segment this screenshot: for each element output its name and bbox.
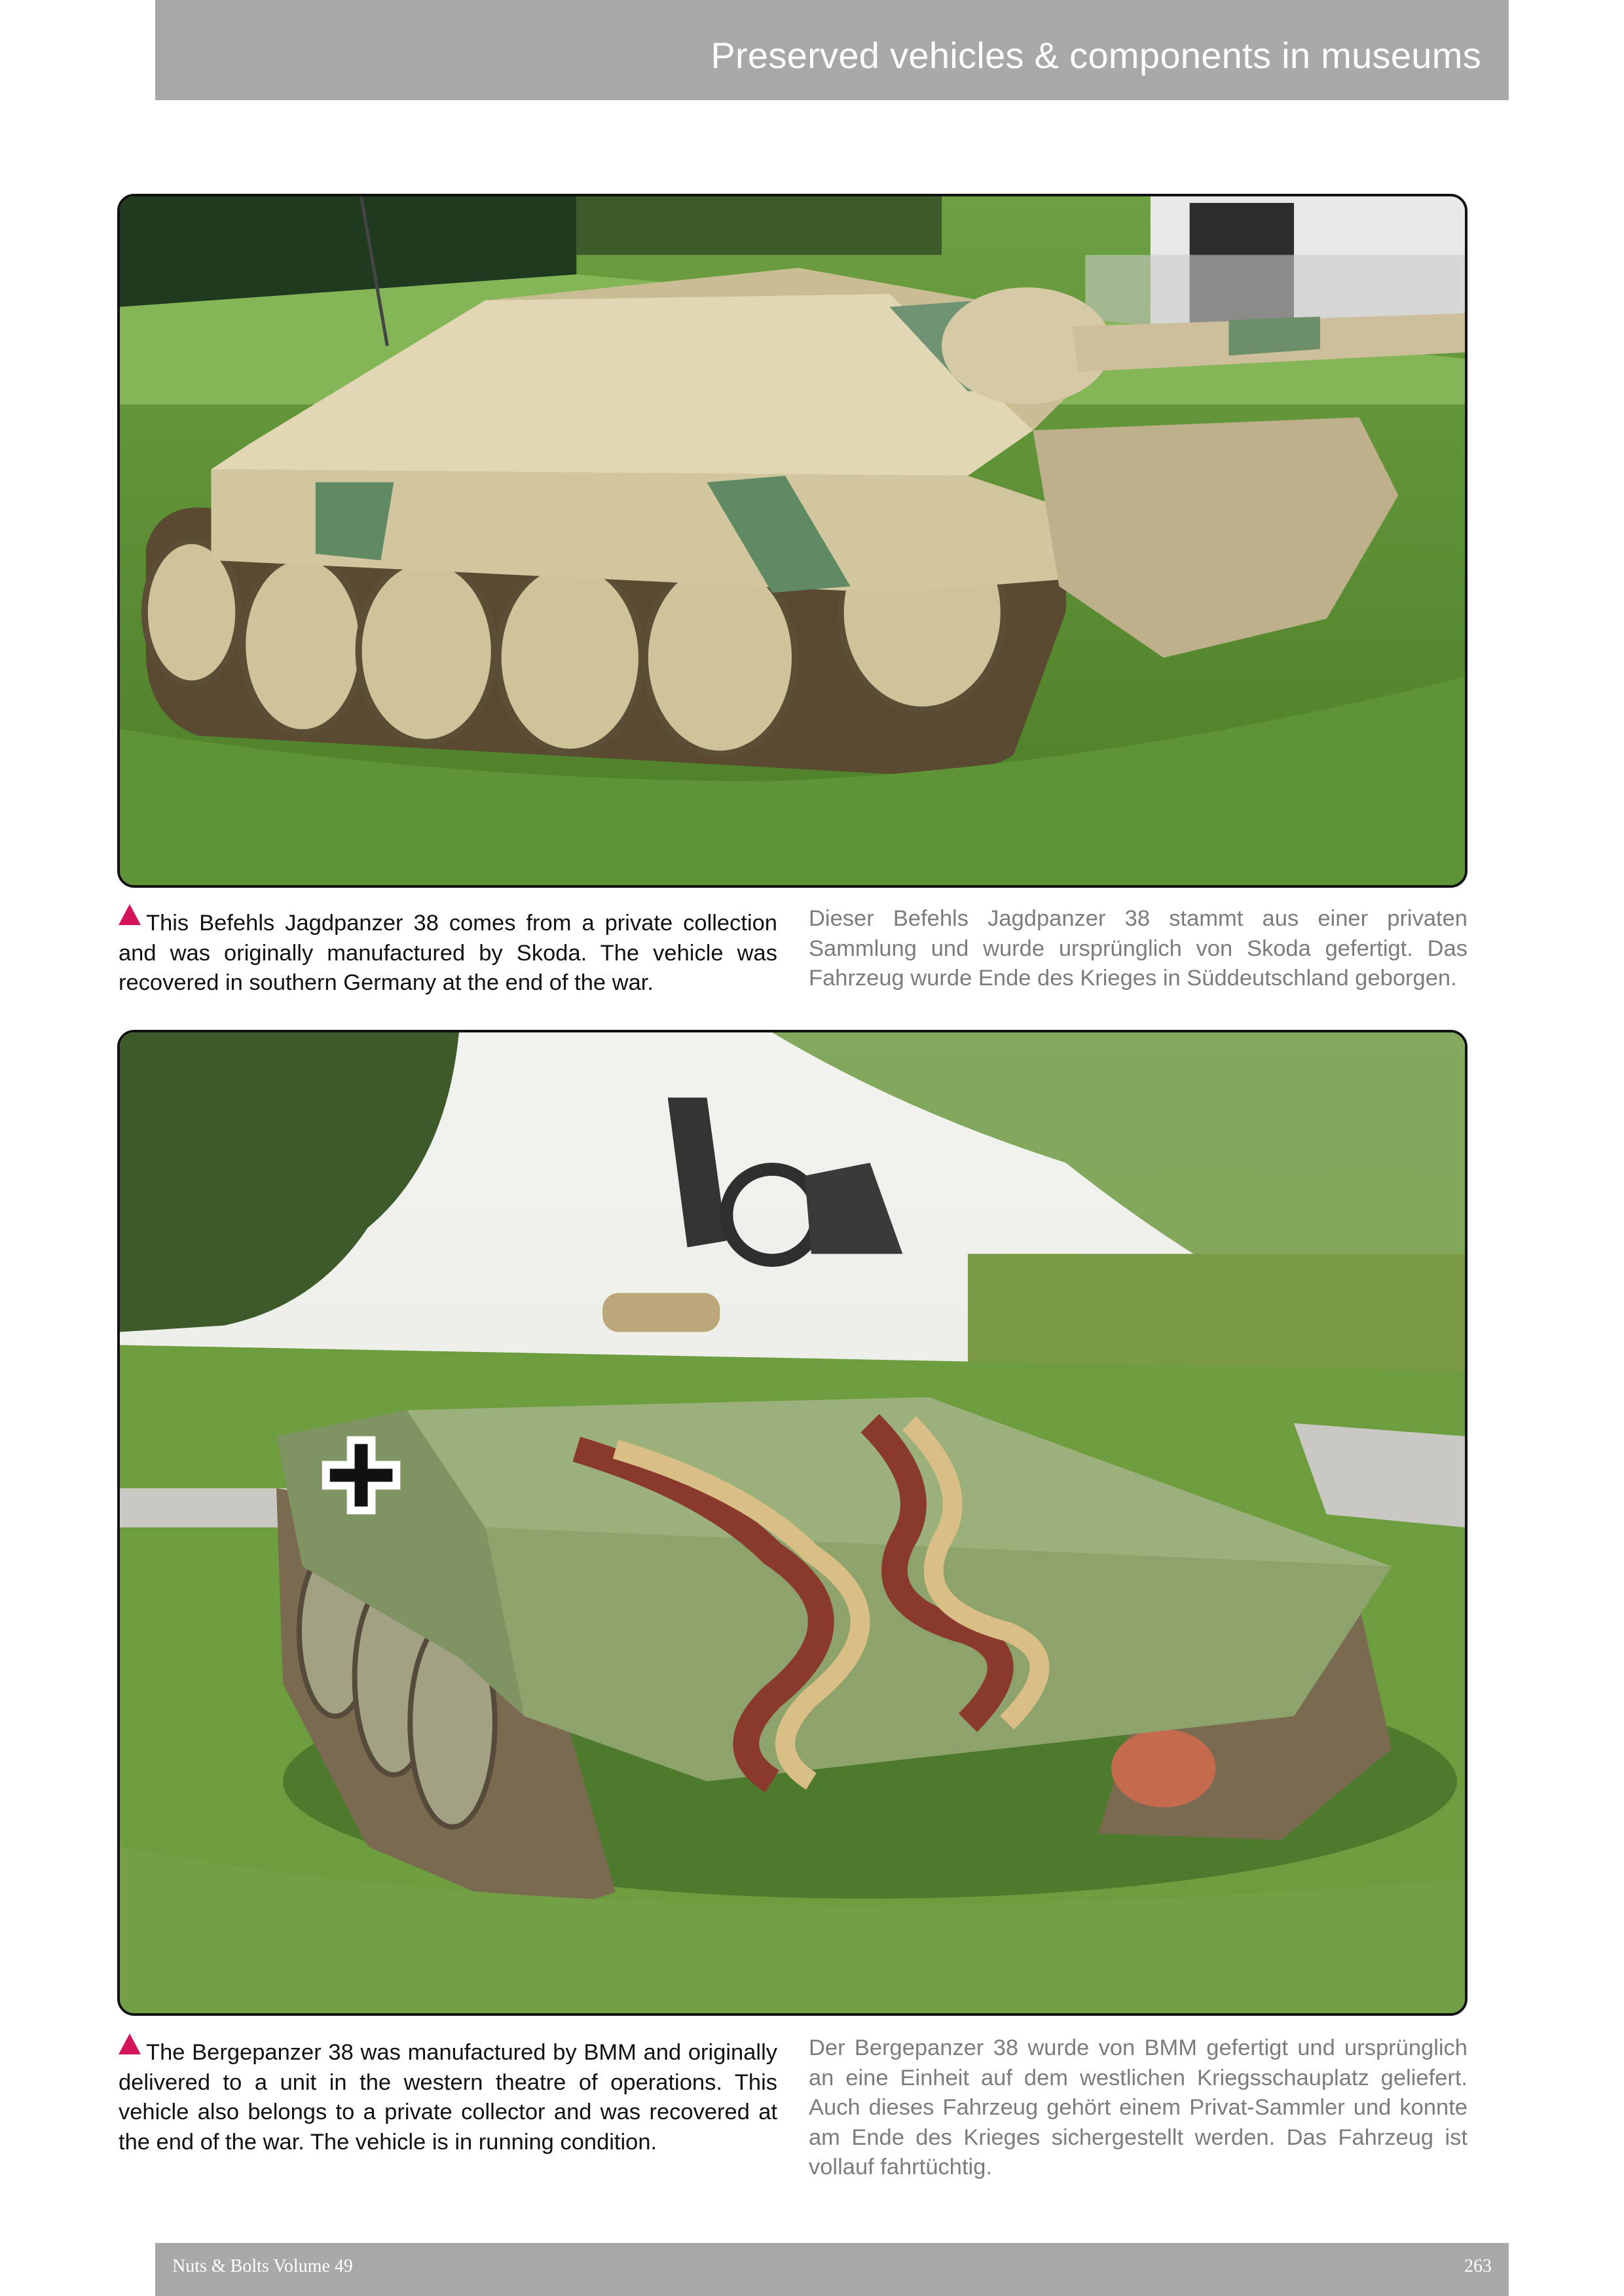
caption-english-1-text: This Befehls Jagdpanzer 38 comes from a private collection and was originally manufactured by Skoda. The vehicle was recovered in southern Germany at the end of the war. [119, 911, 777, 995]
photo-bergepanzer-38 [117, 1030, 1467, 2016]
photo-jagdpanzer-38-image [120, 196, 1465, 885]
caption-german-1: Dieser Befehls Jagdpanzer 38 stammt aus einer privaten Sammlung und wurde ursprünglich von Skoda gefertigt. Das Fahrzeug wurde Ende des Krieges in Süddeutschland geborgen. [809, 906, 1467, 991]
caption-german-2: Der Bergepanzer 38 wurde von BMM gefertigt und ursprünglich an eine Einheit auf dem westlichen Kriegsschauplatz geliefert. Auch dieses Fahrzeug gehört einem Privat-Sammler und konnte am Ende des Krieges sichergestellt werden. Das Fahrzeug ist vollauf fahrtüchtig. [809, 2035, 1467, 2179]
photo-bergepanzer-38-image [120, 1032, 1465, 2013]
page-footer-bar [155, 2243, 1509, 2296]
section-title: Preserved vehicles & components in museums [710, 35, 1481, 76]
publication-name: Nuts & Bolts Volume 49 [172, 2256, 353, 2276]
caption-marker-icon [119, 904, 141, 925]
page-header-bar [155, 0, 1509, 100]
caption-english-2-text: The Bergepanzer 38 was manufactured by BMM and originally delivered to a unit in the western theatre of operations. This vehicle also belongs to a private collector and was recovered at the end of the war. The vehicle is in running condition. [119, 2040, 777, 2155]
page-number: 263 [1464, 2256, 1492, 2276]
caption-marker-icon [119, 2033, 141, 2054]
caption-english-2 [119, 2033, 777, 2157]
caption-english-1 [119, 904, 777, 998]
photo-jagdpanzer-38 [117, 194, 1467, 888]
